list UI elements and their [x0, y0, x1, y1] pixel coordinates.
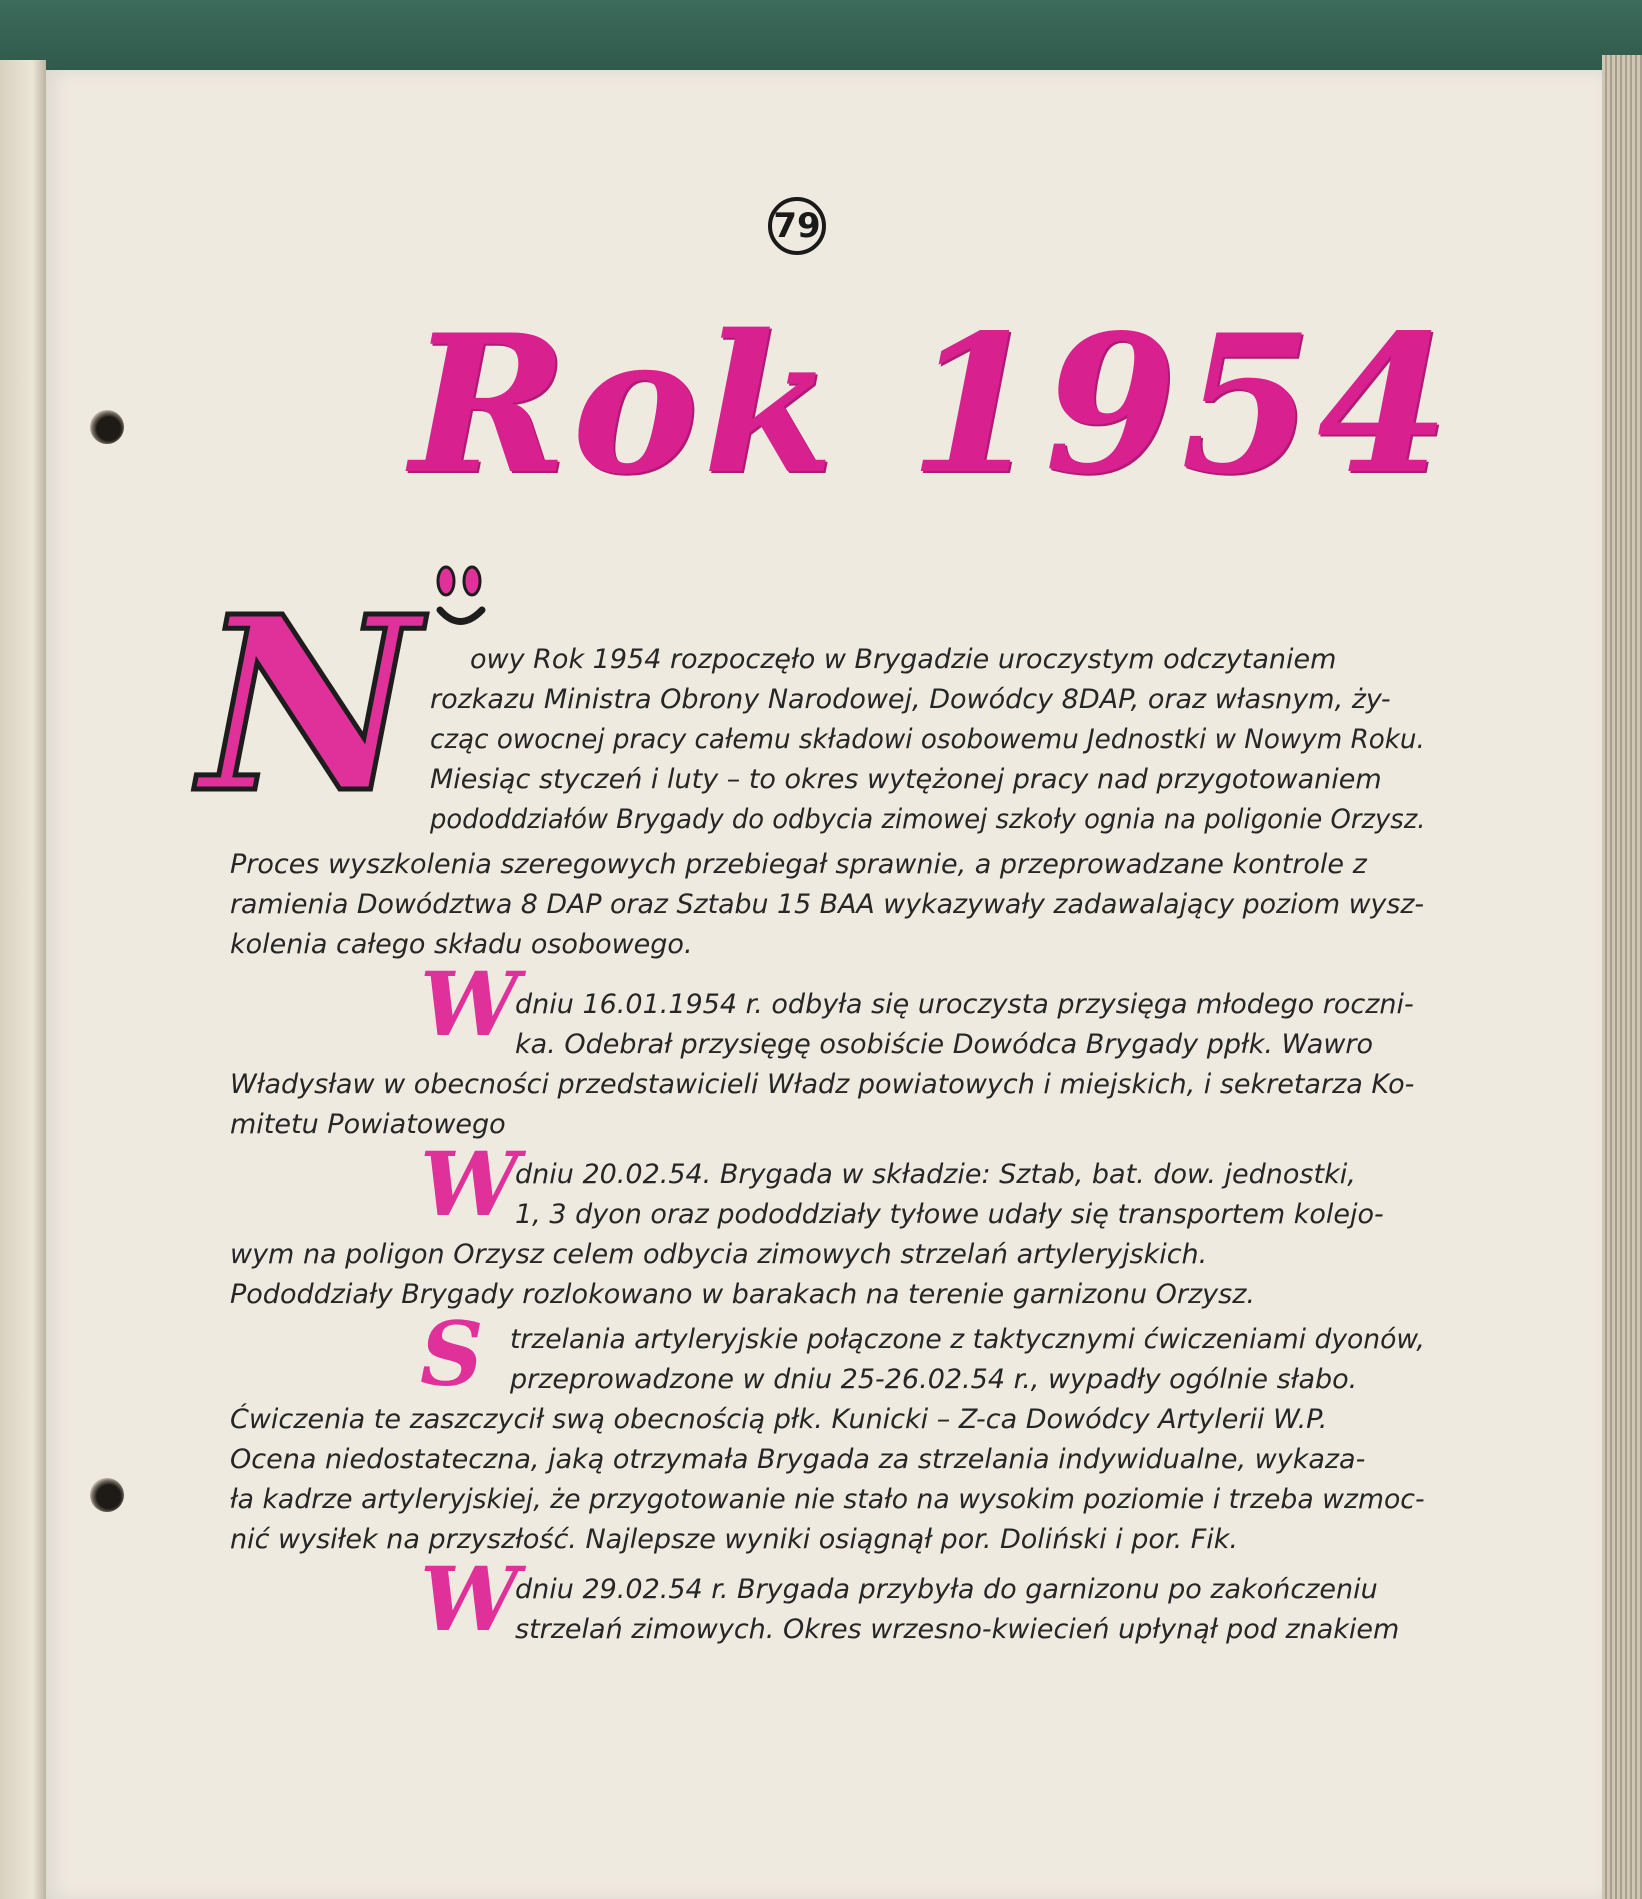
- decorative-initial: S: [420, 1302, 484, 1406]
- text-line: ka. Odebrał przysięgę osobiście Dowódca Brygady ppłk. Wawro: [515, 1029, 1374, 1060]
- text-line: Proces wyszkolenia szeregowych przebiegał sprawnie, a przeprowadzane kontrole z: [230, 849, 1367, 880]
- text-line: trzelania artyleryjskie połączone z taktycznymi ćwiczeniami dyonów,: [510, 1324, 1425, 1355]
- text-line: nić wysiłek na przyszłość. Najlepsze wyniki osiągnął por. Doliński i por. Fik.: [230, 1524, 1238, 1555]
- text-line: wym na poligon Orzysz celem odbycia zimowych strzelań artyleryjskich.: [230, 1239, 1208, 1270]
- text-line: przeprowadzone w dniu 25-26.02.54 r., wypadły ogólnie słabo.: [510, 1364, 1358, 1395]
- text-line: Władysław w obecności przedstawicieli Władz powiatowych i miejskich, i sekretarza Ko-: [230, 1069, 1415, 1100]
- decorative-initial: N: [200, 564, 420, 846]
- text-line: ramienia Dowództwa 8 DAP oraz Sztabu 15 BAA wykazywały zadawalający poziom wysz-: [230, 889, 1425, 920]
- decorative-face-icon: [430, 555, 490, 635]
- decorative-initial: W: [420, 1547, 519, 1651]
- text-line: owy Rok 1954 rozpoczęło w Brygadzie uroczystym odczytaniem: [470, 644, 1337, 675]
- text-line: kolenia całego składu osobowego.: [230, 929, 693, 960]
- decorative-initial: W: [420, 1132, 519, 1236]
- text-line: Pododdziały Brygady rozlokowano w barakach na terenie garnizonu Orzysz.: [230, 1279, 1255, 1310]
- text-line: 1, 3 dyon oraz pododdziały tyłowe udały się transportem kolejo-: [515, 1199, 1384, 1230]
- binder-hole-top: [90, 410, 124, 444]
- book-cover-edge: [0, 0, 1642, 70]
- text-line: strzelań zimowych. Okres wrzesno-kwiecień upłynął pod znakiem: [515, 1614, 1400, 1645]
- text-line: dniu 29.02.54 r. Brygada przybyła do garnizonu po zakończeniu: [515, 1574, 1378, 1605]
- text-line: Ćwiczenia te zaszczycił swą obecnością płk. Kunicki – Z-ca Dowódcy Artylerii W.P.: [230, 1404, 1328, 1435]
- text-line: dniu 16.01.1954 r. odbyła się uroczysta przysięga młodego roczni-: [515, 989, 1414, 1020]
- text-line: dniu 20.02.54. Brygada w składzie: Sztab, bat. dow. jednostki,: [515, 1159, 1356, 1190]
- text-line: pododdziałów Brygady do odbycia zimowej szkoły ognia na poligonie Orzysz.: [430, 804, 1426, 835]
- text-line: ła kadrze artyleryjskiej, że przygotowanie nie stało na wysokim poziomie i trzeba wzmoc-: [230, 1484, 1425, 1515]
- page-title: Rok 1954: [410, 293, 1454, 516]
- left-page-edge: [0, 60, 46, 1899]
- text-line: rozkazu Ministra Obrony Narodowej, Dowódcy 8DAP, oraz własnym, ży-: [430, 684, 1391, 715]
- decorative-initial: W: [420, 952, 519, 1056]
- text-line: Miesiąc styczeń i luty – to okres wytężonej pracy nad przygotowaniem: [430, 764, 1382, 795]
- text-line: Ocena niedostateczna, jaką otrzymała Brygada za strzelania indywidualne, wykaza-: [230, 1444, 1366, 1475]
- page-number: 79: [768, 197, 826, 255]
- binder-hole-bottom: [90, 1478, 124, 1512]
- page-stack-edge: [1602, 55, 1642, 1899]
- text-line: mitetu Powiatowego: [230, 1109, 506, 1140]
- text-line: cząc owocnej pracy całemu składowi osobowemu Jednostki w Nowym Roku.: [430, 724, 1425, 755]
